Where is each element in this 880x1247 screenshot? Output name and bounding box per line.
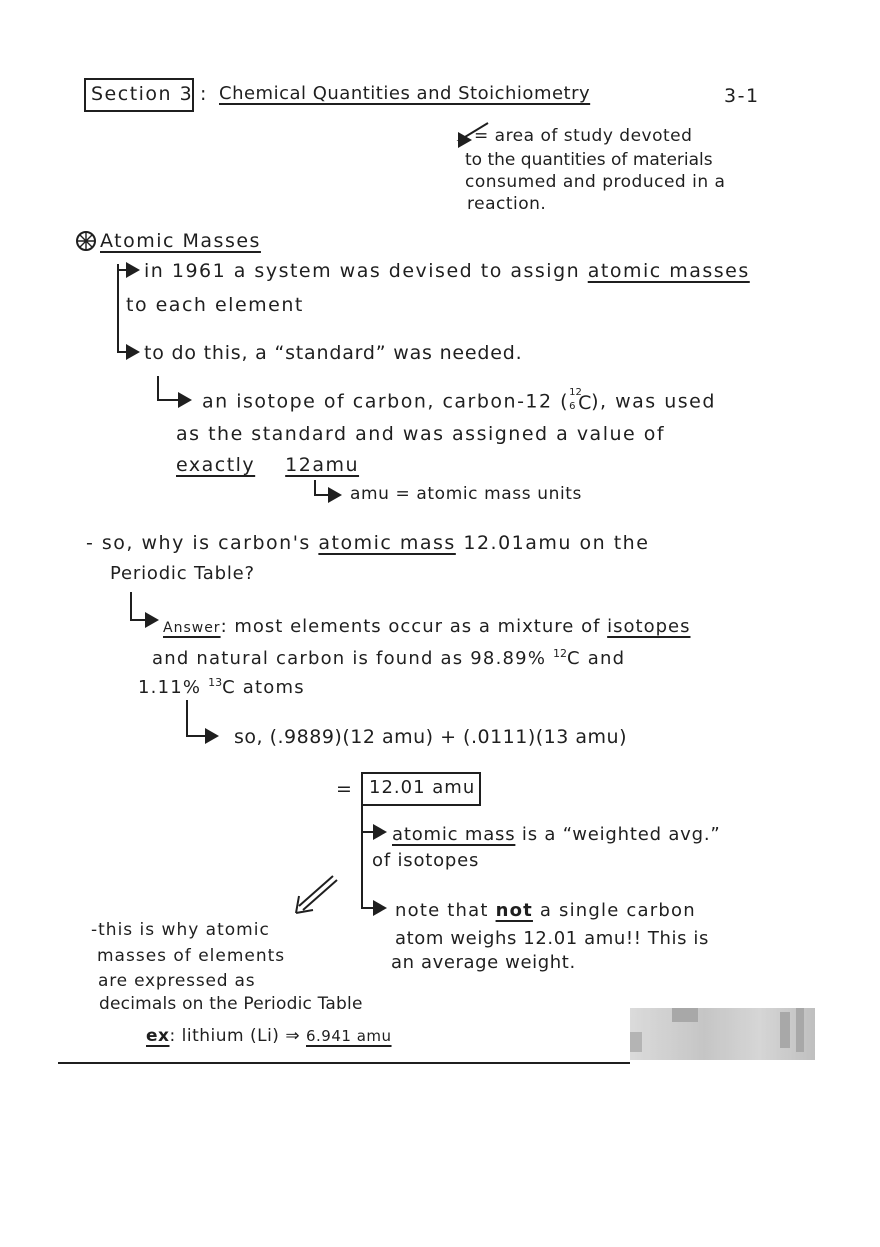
definition-line-3: consumed and produced in a [465,172,726,192]
lithium-mass: 6.941 amu [306,1027,392,1045]
answer-line-2: and natural carbon is found as 98.89% $^{12}$C and [152,647,626,669]
term-isotopes: isotopes [607,616,691,637]
term-atomic-masses: atomic masses [587,260,750,282]
side-note-line-3: are expressed as [98,971,256,991]
weighted-avg-line-1: atomic mass is a “weighted avg.” [392,824,721,845]
question-line-1: - so, why is carbon's atomic mass 12.01amu on the [86,532,650,554]
note-line-2: atom weighs 12.01 amu!! This is [395,928,709,949]
weighted-avg-line-2: of isotopes [372,850,480,871]
definition-line-4: reaction. [467,194,547,214]
bullet-standard: to do this, a “standard” was needed. [144,342,523,364]
question-line-2: Periodic Table? [110,563,255,584]
term-not: not [495,900,533,921]
side-note-line-2: masses of elements [97,946,286,966]
term-exactly: exactly [176,454,256,476]
answer-line-3: 1.11% $^{13}$C atoms [138,676,305,698]
isotope-line: an isotope of carbon, carbon-12 ( 12 6 C ), was used [202,387,716,414]
note-line-1: note that not a single carbon [395,900,696,921]
page-title: Chemical Quantities and Stoichiometry [219,83,591,104]
answer-label: Answer [163,620,221,636]
note-line-3: an average weight. [391,952,576,973]
bullet-1961-line-2: to each element [126,294,304,316]
atomic-masses-heading: Atomic Masses [100,230,261,252]
blurred-watermark [630,1008,815,1060]
header-colon: : [200,83,208,105]
term-atomic-mass-2: atomic mass [392,824,516,845]
weighted-calculation: so, (.9889)(12 amu) + (.0111)(13 amu) [234,726,628,748]
exactly-12amu [176,456,359,475]
side-note-line-1: -this is why atomic [91,920,270,940]
term-atomic-mass: atomic mass [318,532,456,554]
bullet-1961: in 1961 a system was devised to assign atomic masses [144,260,750,282]
side-note-line-4: decimals on the Periodic Table [99,994,363,1014]
section-label: Section 3 [91,83,194,105]
equals-sign: = [336,778,354,800]
carbon-12-isotope-notation: 12 6 C [569,387,592,414]
page-number: 3-1 [724,85,760,107]
amu-definition: amu = atomic mass units [350,484,583,504]
result-value: 12.01 amu [369,777,476,798]
definition-line-1: = area of study devoted [474,126,693,146]
example-lithium: ex: lithium (Li) ⇒ 6.941 amu [146,1026,392,1046]
standard-line: as the standard and was assigned a value of [176,423,666,445]
term-12amu: 12amu [285,454,360,476]
example-label: ex [146,1026,170,1046]
definition-line-2: to the quantities of materials [465,150,713,170]
answer-line-1: Answer: most elements occur as a mixture of isotopes [163,616,691,637]
